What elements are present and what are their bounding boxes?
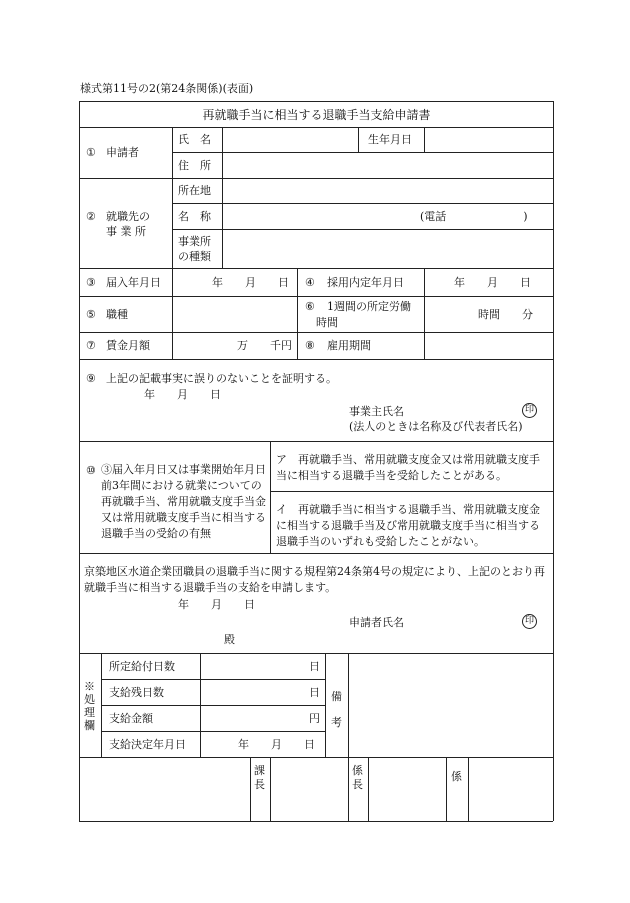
- payment-amount-label: 支給金額: [109, 712, 153, 725]
- location-label: 所在地: [178, 184, 211, 197]
- application-date[interactable]: 年 月 日: [178, 598, 255, 611]
- row7-number: ⑦: [86, 339, 96, 352]
- row10-number: ⑩: [86, 464, 96, 477]
- section-chief-label: 課長: [254, 764, 265, 791]
- remaining-days-unit: 日: [309, 686, 320, 699]
- birth-date-field[interactable]: [425, 128, 552, 151]
- option-a[interactable]: ア 再就職手当、常用就職支度金又は常用就職支度手当に相当する退職手当を受給したことがある。: [276, 453, 540, 482]
- remaining-days-label: 支給残日数: [109, 686, 164, 699]
- company-name-field[interactable]: [223, 204, 413, 228]
- application-text: 京築地区水道企業団職員の退職手当に関する規程第24条第4号の規定により、上記のとおり再就職手当に相当する退職手当の支給を申請します。: [84, 565, 545, 594]
- addressee-label: 殿: [224, 633, 235, 646]
- prescribed-days-label: 所定給付日数: [109, 660, 175, 673]
- subsection-chief-label: 係長: [352, 764, 363, 791]
- address-label: 住 所: [178, 159, 211, 172]
- phone-label: (電話 ): [420, 210, 528, 223]
- employer-label-line2: 事 業 所: [106, 225, 146, 238]
- name-label: 氏 名: [178, 133, 211, 146]
- form-title: 再就職手当に相当する退職手当支給申請書: [202, 108, 431, 122]
- employer-seal-icon: 印: [522, 403, 537, 418]
- certification-note: (法人のときは名称及び代表者氏名): [349, 420, 523, 433]
- hiring-date-label: 採用内定年月日: [327, 276, 404, 289]
- job-type-field[interactable]: [173, 297, 296, 331]
- location-field[interactable]: [223, 179, 552, 202]
- job-type-label: 職種: [106, 308, 128, 321]
- weekly-hours-field[interactable]: 時間 分: [478, 308, 533, 321]
- row8-number: ⑧: [305, 339, 315, 352]
- notification-date-field[interactable]: 年 月 日: [212, 276, 289, 289]
- processing-section-label: ※処理欄: [84, 680, 95, 732]
- prior-benefits-label: ③届入年月日又は事業開始年月日前3年間における就業についての再就職手当、常用就職支度手当金又は常用就職支度手当に相当する退職手当の受給の有無: [101, 463, 266, 540]
- staff-label: 係: [451, 770, 462, 783]
- employer-number: ②: [86, 210, 96, 223]
- row6-number: ⑥: [305, 300, 315, 313]
- applicant-label: 申請者: [106, 146, 139, 159]
- option-i[interactable]: イ 再就職手当に相当する退職手当、常用就職支度金に相当する退職手当及び常用就職支度手当に相当する退職手当のいずれも受給したことがない。: [276, 503, 540, 548]
- employer-label-line1: 就職先の: [106, 210, 150, 223]
- prescribed-days-unit: 日: [309, 660, 320, 673]
- business-type-field[interactable]: [223, 230, 552, 267]
- hiring-date-field[interactable]: 年 月 日: [454, 276, 531, 289]
- applicant-number: ①: [86, 146, 96, 159]
- row4-number: ④: [305, 276, 315, 289]
- payment-amount-unit: 円: [309, 712, 320, 725]
- certification-text: 上記の記載事実に誤りのないことを証明する。: [106, 372, 337, 385]
- form-number: 様式第11号の2(第24条関係)(表面): [80, 82, 254, 95]
- applicant-seal-icon: 印: [522, 614, 537, 629]
- monthly-wage-label: 賃金月額: [106, 339, 150, 352]
- certification-number: ⑨: [86, 372, 96, 385]
- business-type-label-line1: 事業所: [178, 235, 211, 248]
- notification-date-label: 届入年月日: [106, 276, 161, 289]
- weekly-hours-label-line1: 1週間の所定労働: [327, 300, 411, 313]
- row5-number: ⑤: [86, 308, 96, 321]
- monthly-wage-field[interactable]: 万 千円: [237, 339, 292, 352]
- name-field[interactable]: [223, 128, 357, 151]
- certification-date[interactable]: 年 月 日: [144, 388, 221, 401]
- remarks-label: 備考: [331, 690, 342, 729]
- birth-date-label: 生年月日: [368, 133, 412, 146]
- weekly-hours-label-line2: 時間: [316, 316, 338, 329]
- employment-period-label: 雇用期間: [327, 339, 371, 352]
- decision-date-unit: 年 月 日: [238, 738, 315, 751]
- decision-date-label: 支給決定年月日: [109, 738, 186, 751]
- remarks-field[interactable]: [349, 654, 552, 756]
- employer-name-label: 事業主氏名: [349, 405, 404, 418]
- business-type-label-line2: の種類: [178, 250, 211, 263]
- company-name-label: 名 称: [178, 210, 211, 223]
- address-field[interactable]: [223, 153, 552, 177]
- employment-period-field[interactable]: [425, 333, 552, 358]
- row3-number: ③: [86, 276, 96, 289]
- applicant-name-label: 申請者氏名: [349, 616, 404, 629]
